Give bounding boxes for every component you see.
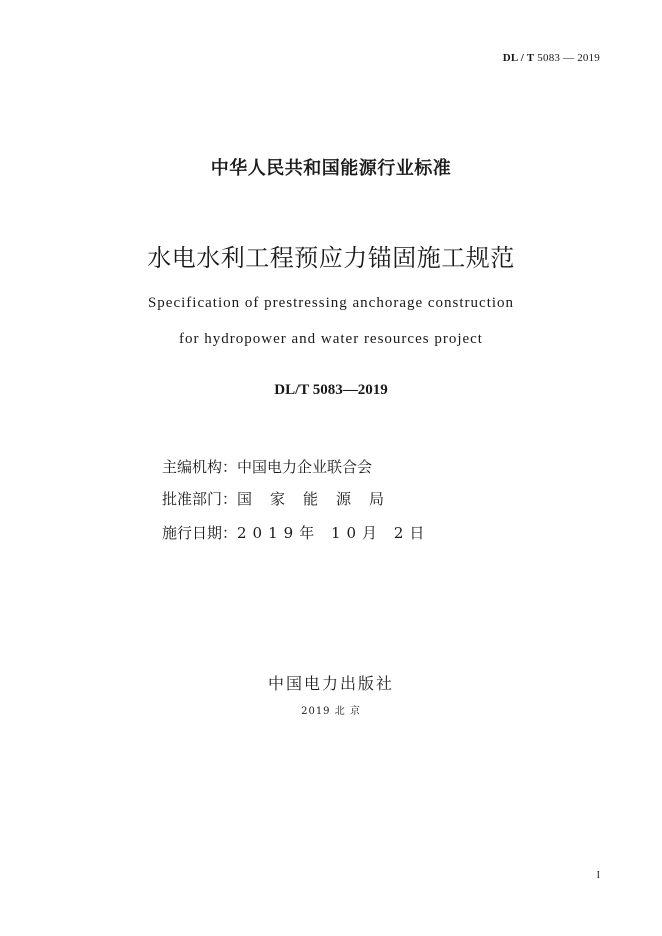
- header-code-prefix: DL / T: [502, 52, 535, 64]
- meta-effective-date-row: [162, 522, 430, 543]
- meta-approver-row: [162, 488, 402, 509]
- meta-editor-value: 中国电力企业联合会: [237, 458, 373, 476]
- industry-standard-heading: 中华人民共和国能源行业标准: [210, 158, 452, 179]
- page-number: I: [596, 870, 600, 881]
- publication-place-year: 2019 北 京: [301, 706, 361, 717]
- standard-number: DL/T 5083—2019: [274, 382, 388, 398]
- meta-editor-row: [162, 456, 372, 477]
- publisher-name: 中国电力出版社: [267, 674, 394, 693]
- document-title-english-line1: Specification of prestressing anchorage construction: [147, 295, 515, 311]
- header-code-suffix: 5083 — 2019: [537, 52, 600, 64]
- document-title-english-line2: for hydropower and water resources project: [179, 331, 483, 347]
- header-standard-code: [503, 52, 600, 64]
- meta-effective-value: 2019年 10月 2日: [237, 524, 431, 542]
- meta-approver-value: 国家能源局: [237, 490, 403, 508]
- document-title-chinese: 水电水利工程预应力锚固施工规范: [147, 244, 515, 272]
- meta-editor-label: 主编机构：: [162, 458, 238, 476]
- meta-effective-label: 施行日期：: [162, 524, 238, 542]
- meta-approver-label: 批准部门：: [162, 490, 238, 508]
